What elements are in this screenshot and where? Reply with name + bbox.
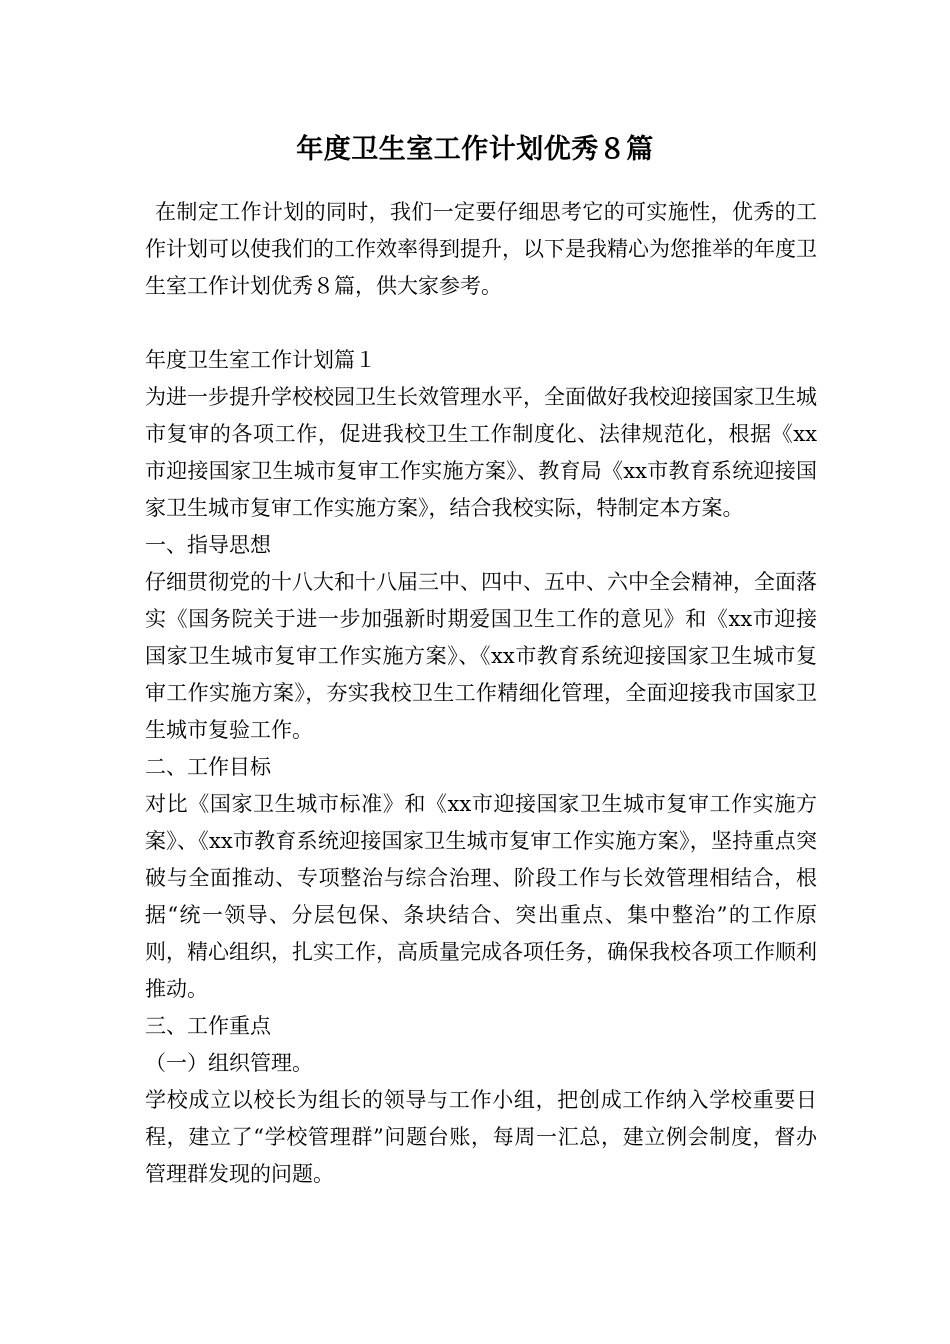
section-heading: 二、工作目标 (145, 755, 271, 779)
section-heading: 一、指导思想 (145, 533, 271, 557)
document-body (145, 342, 817, 1193)
section-heading: 三、工作重点 (145, 1014, 271, 1038)
document-title: 年度卫生室工作计划优秀８篇 (296, 134, 654, 165)
body-paragraph: 对比《国家卫生城市标准》和《xx市迎接国家卫生城市复审工作实施方案》、《xx市教育系统迎接国家卫生城市复审工作实施方案》，坚持重点突破与全面推动、专项整治与综合治理、阶段工作与长效管理相结合，根据“统一领导、分层包保、条块结合、突出重点、集中整治”的工作原则，精心组织，扎实工作，高质量完成各项任务，确保我校各项工作顺利推动。 (145, 792, 817, 1001)
body-paragraph: 为进一步提升学校校园卫生长效管理水平，全面做好我校迎接国家卫生城市复审的各项工作，促进我校卫生工作制度化、法律规范化，根据《xx市迎接国家卫生城市复审工作实施方案》、教育局《xx市教育系统迎接国家卫生城市复审工作实施方案》，结合我校实际，特制定本方案。 (145, 385, 817, 520)
section-title: 年度卫生室工作计划篇１ (145, 348, 376, 372)
body-paragraph: 学校成立以校长为组长的领导与工作小组，把创成工作纳入学校重要日程，建立了“学校管理群”问题台账，每周一汇总，建立例会制度，督办管理群发现的问题。 (145, 1088, 817, 1186)
intro-paragraph: 在制定工作计划的同时，我们一定要仔细思考它的可实施性，优秀的工作计划可以使我们的工作效率得到提升，以下是我精心为您推举的年度卫生室工作计划优秀８篇，供大家参考。 (145, 200, 817, 298)
subsection-heading: （一）组织管理。 (145, 1051, 313, 1075)
body-paragraph: 仔细贯彻党的十八大和十八届三中、四中、五中、六中全会精神，全面落实《国务院关于进一步加强新时期爱国卫生工作的意见》和《xx市迎接国家卫生城市复审工作实施方案》、《xx市教育系统迎接国家卫生城市复审工作实施方案》，夯实我校卫生工作精细化管理，全面迎接我市国家卫生城市复验工作。 (145, 570, 817, 742)
